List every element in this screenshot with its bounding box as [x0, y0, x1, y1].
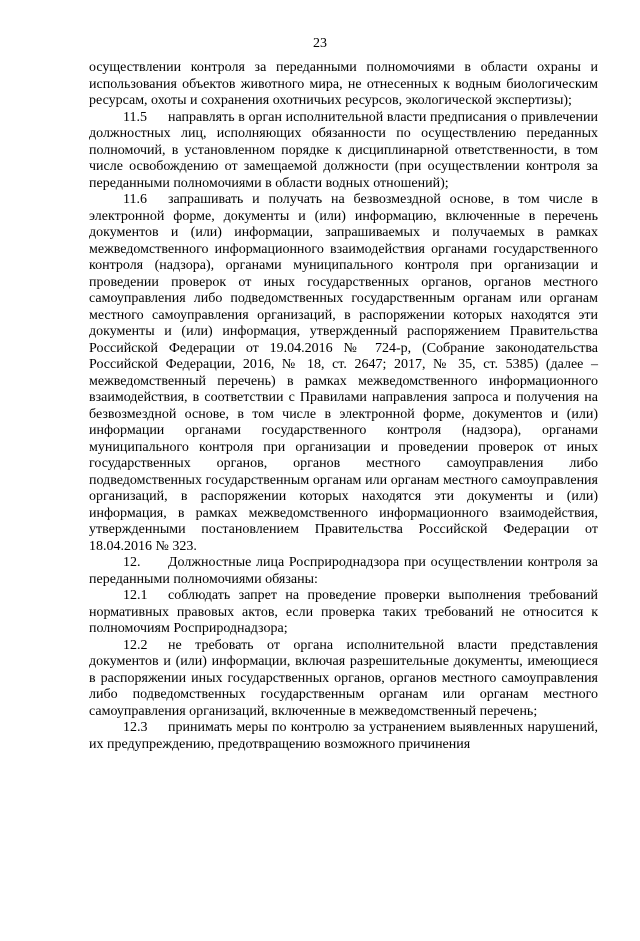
paragraph-text: направлять в орган исполнительной власти предписания о привлечении должностных лиц, исполняющих обязанности по осуществлению переданных полномочий, в установленном порядке к дисциплинарной ответственности, в том числе освобождению от замещаемой должности (при осуществлении контроля за переданными полномочиями в области водных отношений);	[89, 109, 598, 191]
paragraph-text: принимать меры по контролю за устранением выявленных нарушений, их предупреждению, предотвращению возможного причинения	[89, 720, 598, 752]
paragraph-number: 12.2	[123, 637, 148, 653]
page-number: 23	[313, 36, 327, 51]
document-page	[0, 36, 640, 941]
paragraph: осуществлении контроля за переданными полномочиями в области охраны и использования объектов животного мира, не отнесенных к водным биологическим ресурсам, охоты и сохранения охотничьих ресурсов, экологической экспертизы);	[89, 60, 598, 108]
paragraph-text: не требовать от органа исполнительной власти представления документов и (или) информации, включая разрешительные документы, имеющиеся в распоряжении иных государственных органов, органов местного самоуправления либо подведомственных государственным органам или органам местного самоуправления организаций, включенные в межведомственный перечень;	[89, 637, 598, 719]
paragraph-number: 11.6	[123, 192, 147, 207]
paragraph-number: 12.	[123, 555, 141, 570]
paragraph-number: 12.1	[123, 588, 148, 603]
paragraph	[89, 192, 598, 555]
paragraph-number: 11.5	[123, 109, 147, 125]
paragraph	[89, 720, 598, 753]
paragraph	[89, 588, 598, 638]
paragraph	[89, 110, 598, 193]
paragraph-text: Должностные лица Росприроднадзора при осуществлении контроля за переданными полномочиями обязаны:	[89, 555, 598, 587]
paragraph-text: запрашивать и получать на безвозмездной основе, в том числе в электронной форме, документы и (или) информацию, включенные в перечень документов и (или) информации, запрашиваемых и получаемых в рамках межведомственного информационного взаимодействия органами государственного контроля (надзора), органами муниципального контроля при организации и проведении проверок от иных государственных органов, органов местного самоуправления либо подведомственных государственным органам или органам местного самоуправления организаций, в распоряжении которых находятся эти документы и (или) информация, утвержденный распоряжением Правительства Российской Федерации от 19.04.2016 № 724-р, (Собрание законодательства Российской Федерации, 2016, № 18, ст. 2647; 2017, № 35, ст. 5385) (далее – межведомственный перечень) в рамках межведомственного информационного взаимодействия, в соответствии с Правилами направления запроса и получения на безвозмездной основе, в том числе в электронной форме, документов и (или) информации органами государственного контроля (надзора), органами муниципального контроля при организации и проведении проверок от иных государственных органов, органов местного самоуправления либо подведомственных государственным органам или органам местного самоуправления организаций, в распоряжении которых находятся эти документы и (или) информация, в рамках межведомственного информационного взаимодействия, утвержденными постановлением Правительства Российской Федерации от 18.04.2016 № 323.	[89, 192, 598, 554]
document-body	[89, 60, 598, 753]
paragraph-text: соблюдать запрет на проведение проверки выполнения требований нормативных правовых актов, если проверка таких требований не относится к полномочиям Росприроднадзора;	[89, 588, 598, 636]
paragraph	[89, 638, 598, 721]
paragraph-number: 12.3	[123, 720, 148, 735]
paragraph	[89, 555, 598, 588]
